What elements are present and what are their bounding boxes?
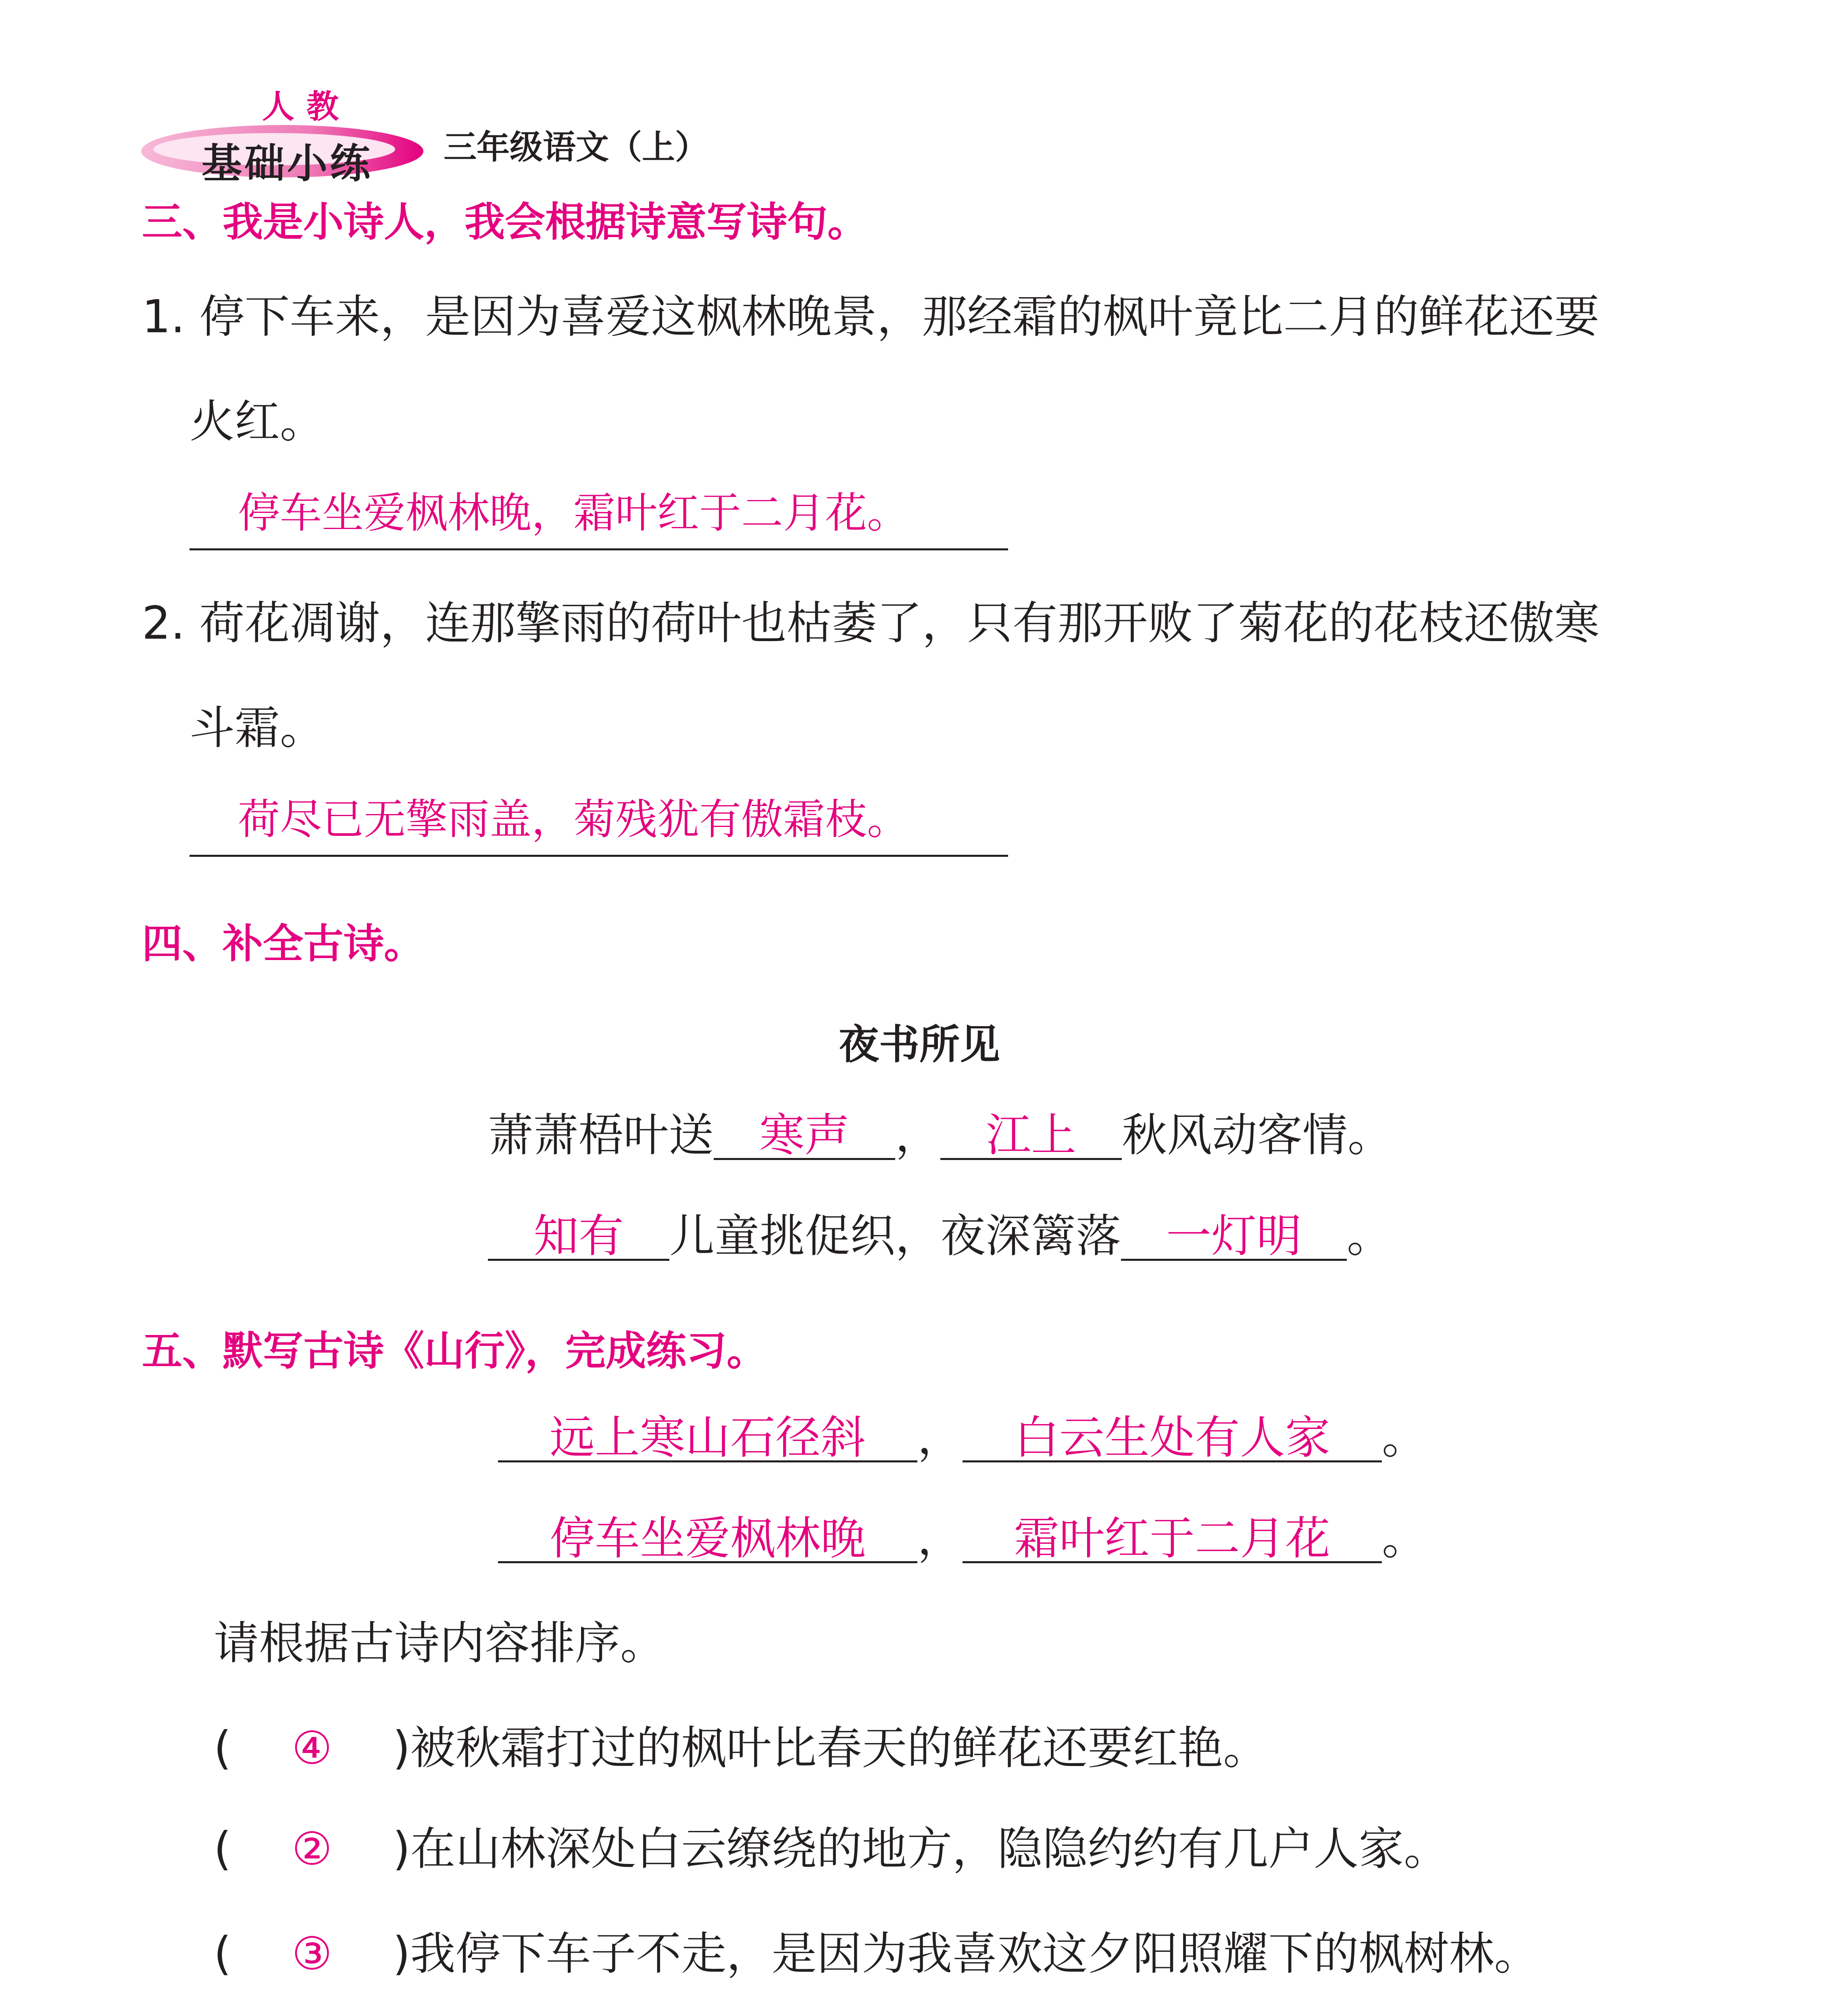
q2-answer-line[interactable]	[190, 795, 1008, 857]
sort-item	[214, 1722, 1269, 1774]
sort-item	[214, 1928, 1540, 1980]
shanxing-blank-1[interactable]: 远上寒山石径斜	[498, 1415, 917, 1462]
shanxing-row1-comma: ，	[917, 1412, 963, 1464]
poem-line1-comma: ，	[895, 1109, 940, 1162]
sort-number[interactable]: ④	[292, 1722, 332, 1774]
paren-open: (	[214, 1722, 231, 1774]
poem-line1-prefix: 萧萧梧叶送	[488, 1109, 714, 1162]
q1-text-line2: 火红。	[190, 396, 325, 448]
q2-answer: 荷尽已无擎雨盖，菊残犹有傲霜枝。	[238, 795, 909, 844]
poem-blank-2[interactable]: 江上	[940, 1113, 1122, 1160]
q2-text-line2: 斗霜。	[190, 702, 325, 754]
paren-close: )	[392, 1823, 410, 1875]
poem-blank-4[interactable]: 一灯明	[1121, 1214, 1347, 1261]
sort-number[interactable]: ③	[292, 1928, 332, 1980]
shanxing-row2-comma: ，	[917, 1512, 963, 1565]
shanxing-row1	[498, 1412, 1427, 1464]
section3-heading: 三、我是小诗人，我会根据诗意写诗句。	[142, 198, 868, 246]
shanxing-row2-period: 。	[1382, 1512, 1427, 1565]
poem-line1-suffix: 秋风动客情。	[1122, 1109, 1393, 1162]
poem-blank-3[interactable]: 知有	[488, 1214, 669, 1261]
shanxing-row1-period: 。	[1382, 1412, 1427, 1464]
poem-line2-suffix: 。	[1347, 1210, 1392, 1262]
section4-heading: 四、补全古诗。	[142, 920, 424, 967]
shanxing-blank-2[interactable]: 白云生处有人家	[963, 1415, 1382, 1462]
sort-item-text: 被秋霜打过的枫叶比春天的鲜花还要红艳。	[410, 1722, 1269, 1774]
shanxing-blank-4[interactable]: 霜叶红于二月花	[963, 1516, 1382, 1563]
sort-item-text: 在山林深处白云缭绕的地方，隐隐约约有几户人家。	[410, 1823, 1449, 1875]
logo-publisher: 人教	[262, 88, 351, 125]
poem-title: 夜书所见	[839, 1021, 1000, 1068]
header-subject: 三年级语文（上）	[444, 128, 708, 167]
poem-line2-middle: 儿童挑促织，夜深篱落	[669, 1210, 1121, 1262]
sort-instruction: 请根据古诗内容排序。	[214, 1617, 665, 1670]
q1-answer: 停车坐爱枫林晚，霜叶红于二月花。	[238, 488, 909, 537]
sort-item	[214, 1823, 1449, 1875]
paren-open: (	[214, 1823, 231, 1875]
poem-line1	[488, 1109, 1393, 1162]
paren-close: )	[392, 1722, 410, 1774]
poem-blank-1[interactable]: 寒声	[714, 1113, 895, 1160]
q1-answer-line[interactable]	[190, 488, 1008, 550]
section5-heading: 五、默写古诗《山行》，完成练习。	[142, 1327, 767, 1375]
q1-text-line1: 1. 停下车来，是因为喜爱这枫林晚景，那经霜的枫叶竟比二月的鲜花还要	[142, 291, 1600, 343]
paren-close: )	[392, 1928, 410, 1980]
header-logo	[141, 73, 431, 194]
logo-title: 基础小练	[202, 140, 373, 187]
sort-item-text: 我停下车子不走，是因为我喜欢这夕阳照耀下的枫树林。	[410, 1928, 1540, 1980]
shanxing-row2	[498, 1512, 1427, 1565]
sort-number[interactable]: ②	[292, 1823, 332, 1875]
paren-open: (	[214, 1928, 231, 1980]
poem-line2	[488, 1210, 1392, 1262]
shanxing-blank-3[interactable]: 停车坐爱枫林晚	[498, 1516, 917, 1563]
q2-text-line1: 2. 荷花凋谢，连那擎雨的荷叶也枯萎了，只有那开败了菊花的花枝还傲寒	[142, 597, 1600, 650]
